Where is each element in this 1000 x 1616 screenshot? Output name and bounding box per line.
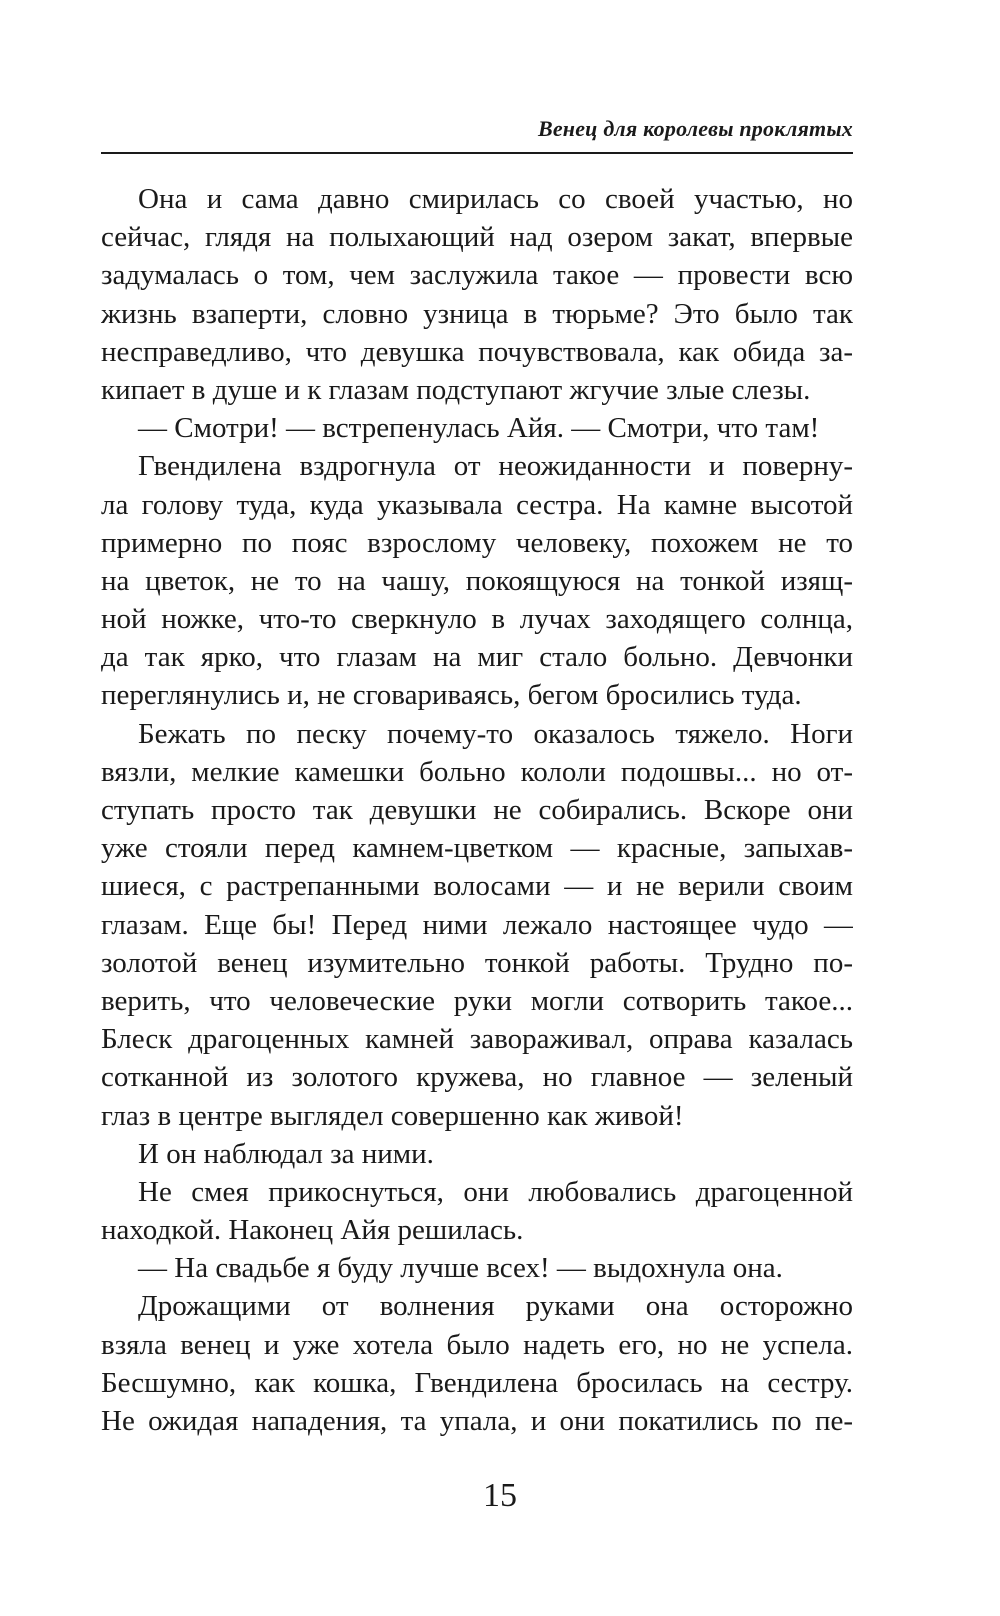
text-line: примерно по пояс взрослому человеку, похожем не то — [101, 526, 853, 559]
text-line: уже стояли перед камнем-цветком — красные, запыхав- — [101, 832, 853, 865]
text-line: ступать просто так девушки не собирались. Вскоре они — [101, 794, 853, 826]
page-number: 15 — [483, 1477, 517, 1514]
text-line: находкой. Наконец Айя решилась. — [101, 1214, 524, 1247]
text-line: Не смея прикоснуться, они любовались драгоценной — [138, 1175, 853, 1208]
text-line: ла голову туда, куда указывала сестра. На камне высотой — [101, 488, 853, 521]
text-line: верить, что человеческие руки могли сотворить такое... — [101, 984, 853, 1017]
text-line: на цветок, не то на чашу, покоящуюся на тонкой изящ- — [101, 564, 853, 597]
text-line: Она и сама давно смирилась со своей участью, но — [138, 183, 853, 215]
text-line: взяла венец и уже хотела было надеть его, но не успела. — [101, 1328, 853, 1361]
text-line: сотканной из золотого кружева, но главное — зеленый — [101, 1061, 853, 1094]
body-text — [101, 180, 853, 1470]
text-line: Дрожащими от волнения руками она осторожно — [138, 1290, 853, 1323]
text-line: ной ножке, что-то сверкнуло в лучах заходящего солнца, — [101, 603, 853, 636]
text-line: Бежать по песку почему-то оказалось тяжело. Ноги — [138, 717, 853, 750]
text-line: да так ярко, что глазам на миг стало больно. Девчонки — [101, 641, 853, 674]
running-header — [101, 112, 853, 154]
text-line: вязли, мелкие камешки больно кололи подошвы... но от- — [101, 755, 853, 788]
text-line: глаз в центре выглядел совершенно как живой! — [101, 1099, 684, 1132]
text-line: — Смотри! — встрепенулась Айя. — Смотри, что там! — [138, 412, 820, 445]
text-line: переглянулись и, не сговариваясь, бегом бросились туда. — [101, 679, 802, 712]
text-line: Бесшумно, как кошка, Гвендилена бросилась на сестру. — [101, 1366, 853, 1399]
text-line: И он наблюдал за ними. — [138, 1137, 434, 1170]
text-line: Блеск драгоценных камней завораживал, оправа казалась — [101, 1023, 853, 1056]
text-line: — На свадьбе я буду лучше всех! — выдохнула она. — [138, 1252, 783, 1285]
running-title: Венец для королевы проклятых — [537, 116, 853, 141]
text-line: глазам. Еще бы! Перед ними лежало настоящее чудо — — [101, 908, 853, 941]
text-line: кипает в душе и к глазам подступают жгучие злые слезы. — [101, 373, 811, 406]
text-line: шиеся, с растрепанными волосами — и не верили своим — [101, 870, 853, 903]
text-line: Гвендилена вздрогнула от неожиданности и поверну- — [138, 450, 853, 483]
text-line: задумалась о том, чем заслужила такое — провести всю — [101, 259, 853, 292]
text-line: сейчас, глядя на полыхающий над озером закат, впервые — [101, 221, 853, 254]
text-line: золотой венец изумительно тонкой работы. Трудно по- — [101, 946, 853, 979]
text-line: несправедливо, что девушка почувствовала, как обида за- — [101, 335, 853, 368]
text-line: жизнь взаперти, словно узница в тюрьме? Это было так — [101, 297, 853, 330]
text-line: Не ожидая нападения, та упала, и они покатились по пе- — [101, 1405, 853, 1437]
